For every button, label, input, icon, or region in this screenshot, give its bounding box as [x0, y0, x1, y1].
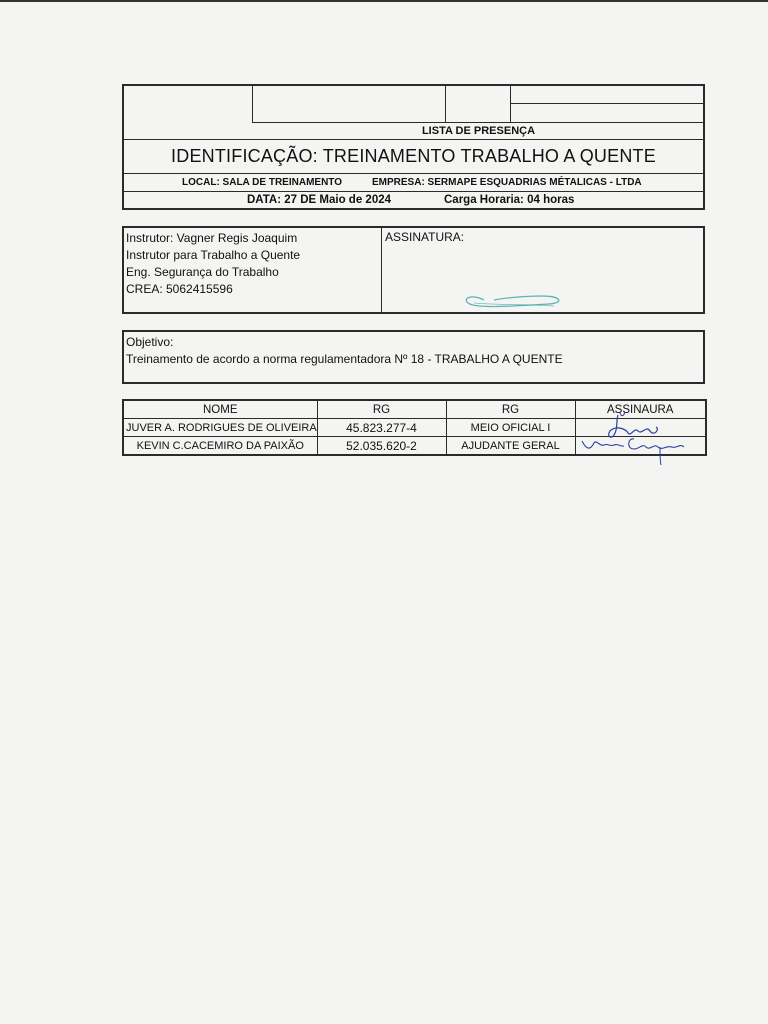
instructor-box [122, 226, 705, 314]
header-table [122, 84, 705, 210]
objective-box [122, 330, 705, 384]
col-header-funcao: RG [446, 400, 575, 419]
col-header-assinatura: ASSINAURA [575, 400, 706, 419]
instructor-divider [381, 228, 382, 312]
cell-funcao: AJUDANTE GERAL [446, 437, 575, 456]
objective-text: Treinamento de acordo a norma regulamentadora Nº 18 - TRABALHO A QUENTE [126, 352, 563, 366]
date-text: DATA: 27 DE Maio de 2024 [247, 194, 392, 206]
objective-label: Objetivo: [126, 335, 174, 349]
scan-top-edge [0, 0, 768, 2]
signature-label: ASSINATURA: [385, 230, 465, 244]
header-grid-line [252, 86, 253, 122]
cell-funcao: MEIO OFICIAL I [446, 419, 575, 437]
cell-signature [575, 437, 706, 456]
company-text: EMPRESA: SERMAPE ESQUADRIAS MÉTALICAS - LTDA [372, 177, 642, 188]
cell-rg: 52.035.620-2 [317, 437, 446, 456]
table-row [123, 437, 706, 456]
instructor-name: Instrutor: Vagner Regis Joaquim [126, 231, 298, 245]
attendance-table [122, 399, 707, 456]
instructor-role: Instrutor para Trabalho a Quente [126, 248, 301, 262]
header-grid-line [510, 86, 511, 122]
page-title: IDENTIFICAÇÃO: TREINAMENTO TRABALHO A QUENTE [171, 146, 656, 166]
header-grid-line [124, 173, 703, 174]
header-grid-line [445, 86, 446, 122]
date-row [124, 192, 703, 209]
instructor-crea: CREA: 5062415596 [126, 282, 233, 296]
location-row [124, 175, 703, 191]
header-grid-line [510, 103, 703, 104]
location-text: LOCAL: SALA DE TREINAMENTO [182, 177, 342, 188]
workload-text: Carga Horaria: 04 horas [444, 194, 575, 206]
col-header-rg: RG [317, 400, 446, 419]
cell-nome: KEVIN C.CACEMIRO DA PAIXÃO [123, 437, 317, 456]
cell-nome: JUVER A. RODRIGUES DE OLIVEIRA [123, 419, 317, 437]
instructor-info [126, 230, 300, 298]
col-header-nome: NOME [123, 400, 317, 419]
attendee-signature [576, 429, 707, 467]
instructor-title: Eng. Segurança do Trabalho [126, 265, 279, 279]
attendance-list-label: LISTA DE PRESENÇA [421, 125, 536, 137]
cell-rg: 45.823.277-4 [317, 419, 446, 437]
instructor-signature [454, 288, 574, 312]
